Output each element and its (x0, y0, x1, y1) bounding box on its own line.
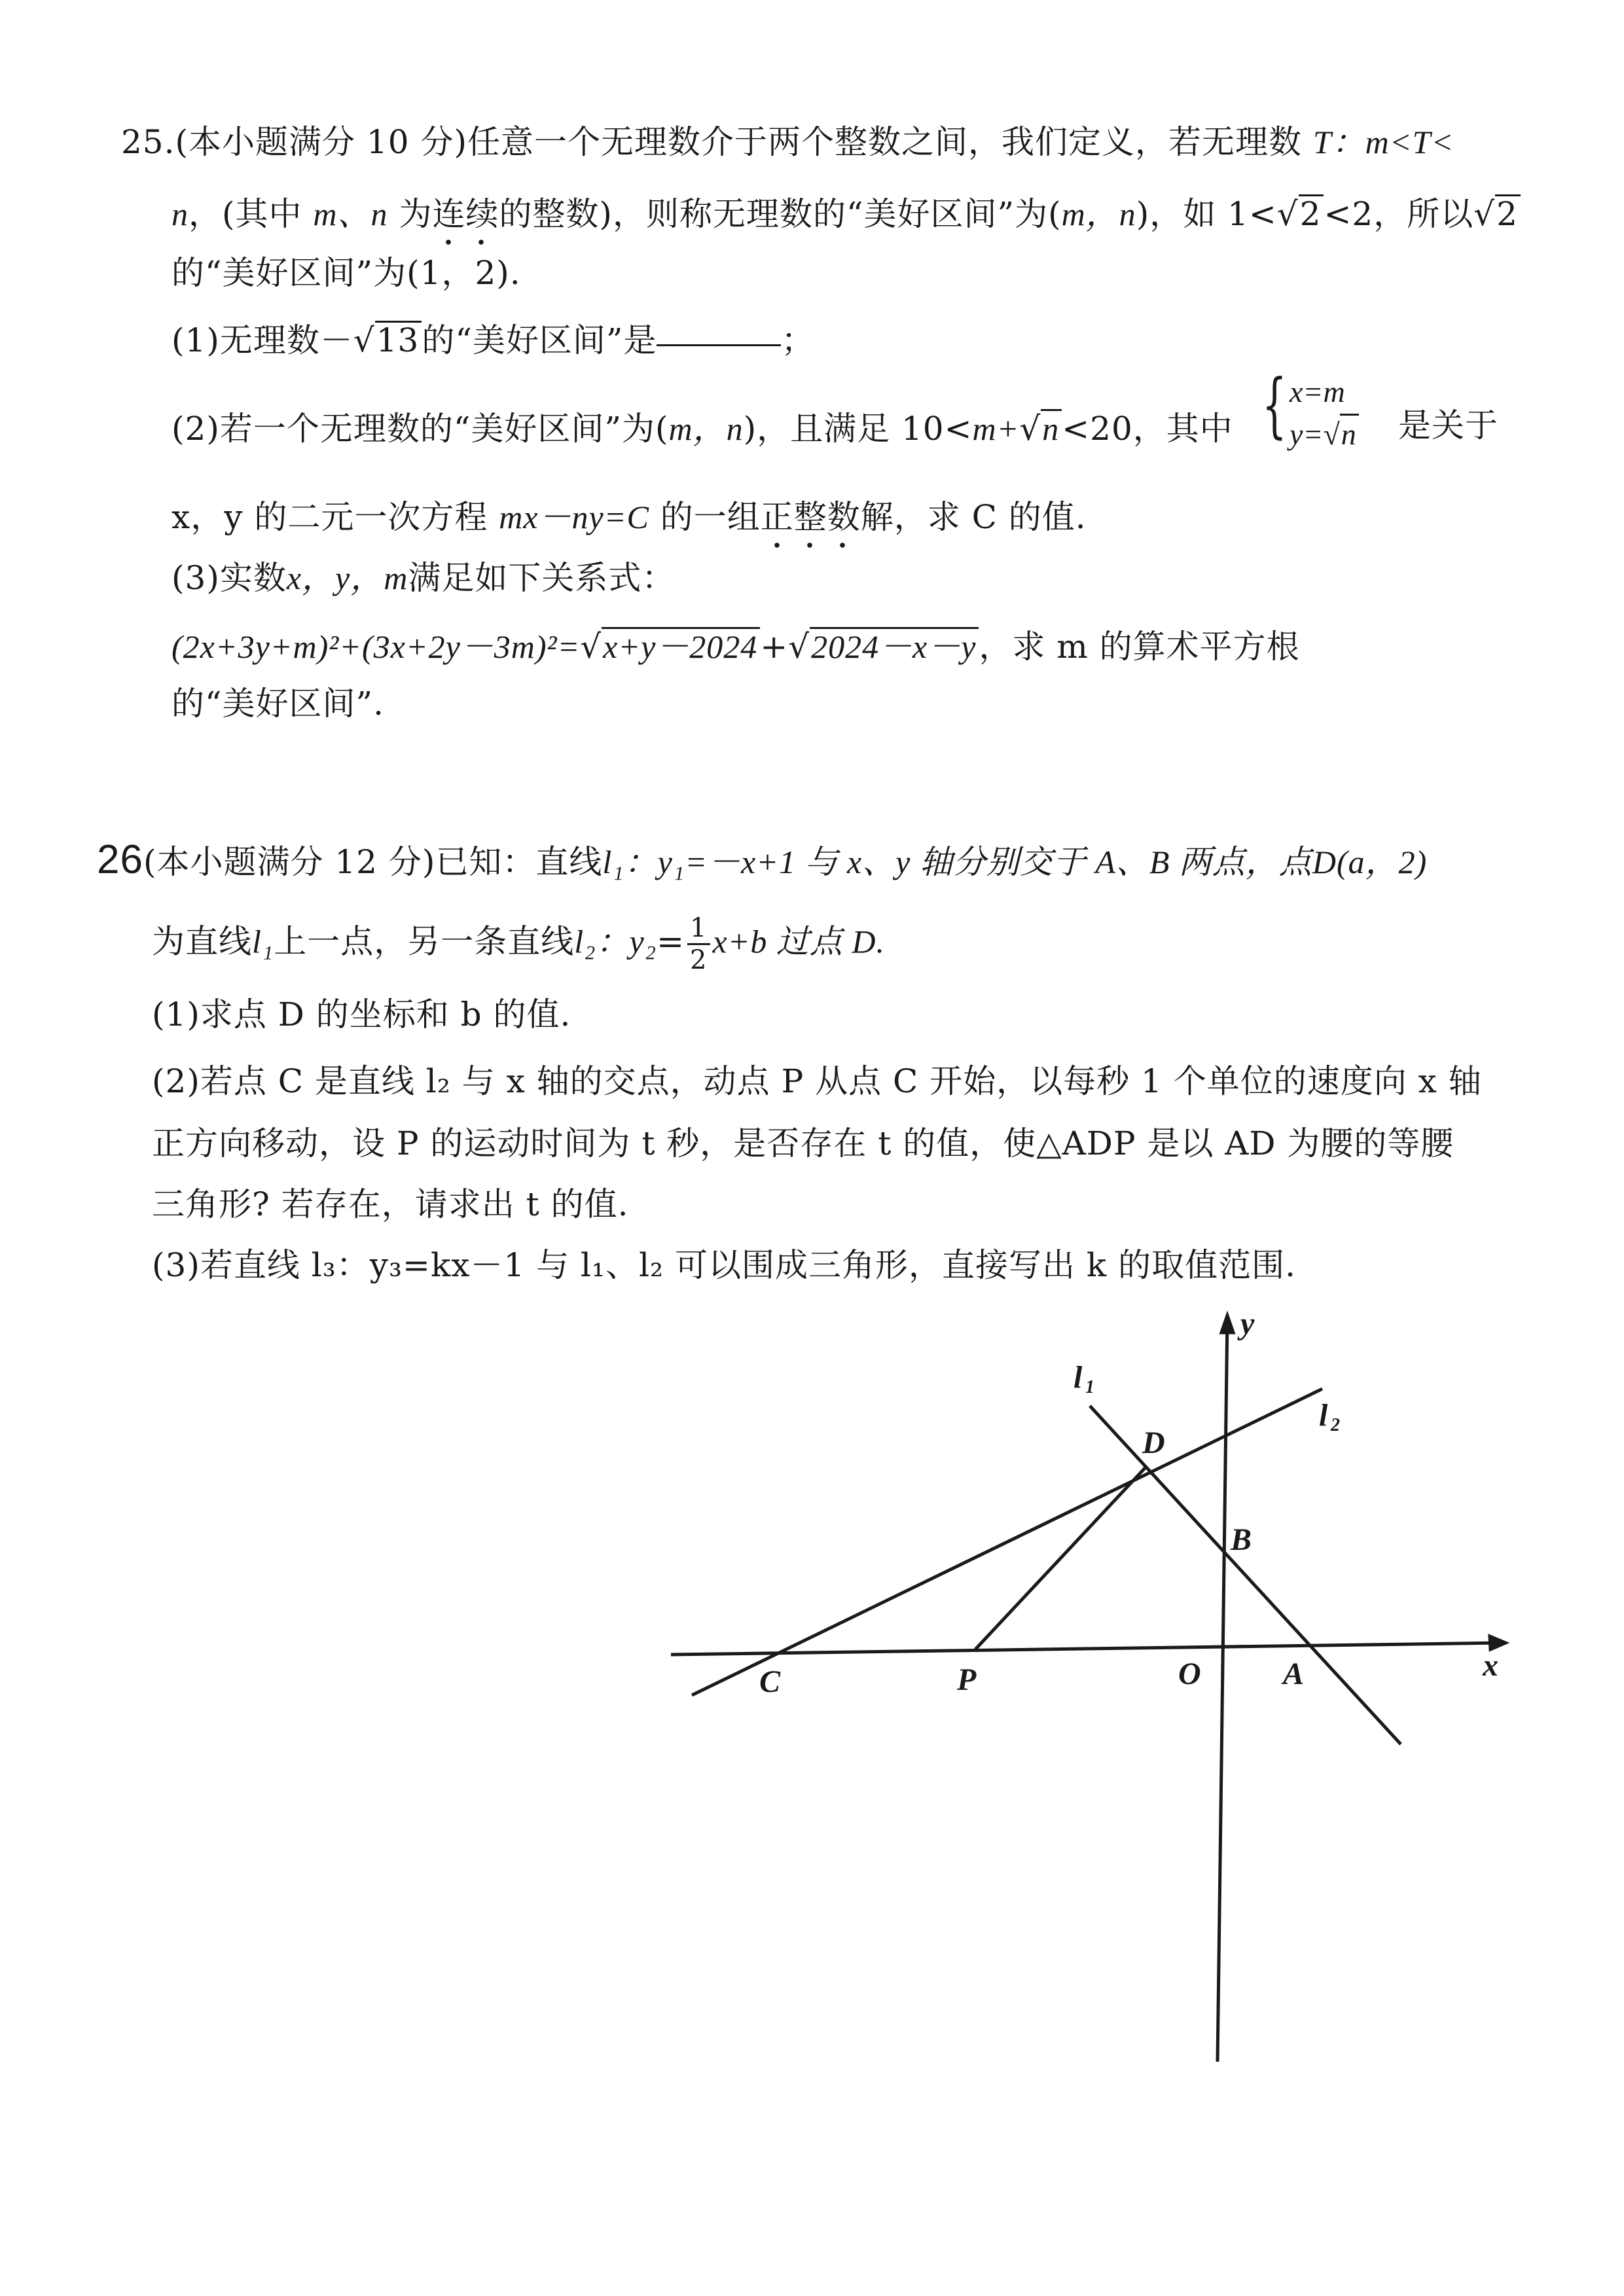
q26-l1: l₁ (252, 923, 274, 960)
system-row-2-lhs: y= (1290, 418, 1324, 451)
brace: { (1262, 365, 1287, 446)
label-l2-sub: 2 (1331, 1415, 1340, 1435)
q25-p2-text: 是关于 (1398, 406, 1498, 444)
q25-mn-pair: m，n (1061, 196, 1136, 232)
q25-mn-pair: m，n (668, 410, 744, 447)
q26-text: 为直线 (152, 922, 252, 961)
q25-p2-text: (2)若一个无理数的“美好区间”为( (171, 410, 669, 448)
q25-p3-text: 满足如下关系式： (408, 559, 676, 597)
label-y: y (1240, 1306, 1255, 1341)
q25-p3-sqrt-1: x+y－2024 (602, 627, 760, 663)
q25-p2-text: 解，求 C 的值. (860, 498, 1087, 536)
q26-text: =－x+1 与 x、y 轴分别交于 A、B 两点，点 (685, 844, 1312, 880)
q26-l1: l₁ (602, 844, 624, 880)
q25-sqrt2: 2 (1299, 194, 1324, 230)
q25-text: )，如 1< (1136, 195, 1277, 233)
q25-p3-text: ，求 m 的算术平方根 (979, 628, 1300, 666)
q25-mn: m、n (313, 196, 388, 232)
q25-m-plus: m+ (972, 410, 1020, 447)
y-axis (1218, 1316, 1227, 2062)
sqrt-symbol: √ (353, 321, 375, 359)
label-P: P (957, 1662, 977, 1697)
y-axis-arrow (1221, 1316, 1233, 1333)
q25-sqrt13: 13 (375, 321, 422, 357)
q25-p3-sqrt-2: 2024－x－y (810, 627, 979, 663)
q26-text: = (657, 922, 685, 961)
q26-text: x+b 过点 D. (712, 923, 886, 960)
x-axis-arrow (1490, 1636, 1506, 1649)
q25-equation: mx－ny=C (499, 499, 649, 535)
fraction-numerator: 1 (687, 913, 710, 945)
q26-l2: l₂ (574, 923, 596, 960)
system-row-2: y=√n (1290, 414, 1359, 452)
q26-part-2-line-1: (2)若点 C 是直线 l₂ 与 x 轴的交点，动点 P 从点 C 开始，以每秒 1 个单位的速度向 x 轴 (152, 1062, 1482, 1100)
fraction-denominator: 2 (690, 945, 708, 975)
sqrt-symbol: √ (1473, 195, 1496, 233)
q25-sqrt-n: n (1041, 409, 1062, 445)
q25-emphasis-continuous: 连续 (432, 195, 499, 233)
q25-number: 25. (121, 123, 175, 161)
q26-part-2-line-2: 正方向移动，设 P 的运动时间为 t 秒，是否存在 t 的值，使△ADP 是以 AD 为腰的等腰 (152, 1124, 1454, 1162)
label-A: A (1283, 1657, 1305, 1691)
sqrt-symbol: √ (580, 628, 602, 666)
q25-p1-text: (1)无理数－ (171, 321, 353, 359)
q25-text: 的整数)，则称无理数的“美好区间”为( (499, 195, 1062, 233)
q25-sqrt2-b: 2 (1495, 194, 1521, 230)
q25-p3-plus: + (760, 628, 789, 666)
q25-var-n: n (171, 196, 189, 232)
q26-part-1: (1)求点 D 的坐标和 b 的值. (152, 996, 571, 1033)
q25-var-T: T (1312, 124, 1332, 160)
system-row-2-sqrt: n (1340, 414, 1359, 452)
label-D: D (1142, 1426, 1165, 1460)
q25-xym: x，y，m (286, 560, 408, 596)
q26-part-2-line-3: 三角形? 若存在，请求出 t 的值. (152, 1185, 629, 1223)
label-x: x (1483, 1648, 1498, 1683)
q25-text: 的“美好区间”为(1，2). (171, 254, 521, 292)
q25-p2-text: 的一组 (660, 498, 761, 536)
label-O: O (1178, 1657, 1201, 1691)
system-row-1: x=m (1290, 375, 1345, 408)
q25-text: 为 (399, 195, 433, 233)
label-l1-sub: 1 (1085, 1377, 1094, 1397)
q26-point-D: D(a，2) (1312, 844, 1428, 880)
q25-p2-text: )，且满足 10< (743, 410, 973, 448)
label-l2: l (1319, 1398, 1328, 1433)
q26-y1: ：y₁ (624, 844, 685, 880)
q25-p3-text: (3)实数 (171, 559, 287, 597)
q26-text: 上一点，另一条直线 (274, 922, 575, 961)
sqrt-symbol: √ (788, 628, 810, 666)
sqrt-symbol: √ (1019, 410, 1041, 448)
line-l1 (1090, 1406, 1401, 1744)
q26-number: 26 (97, 837, 143, 882)
q25-text: <2，所以 (1324, 195, 1474, 233)
label-C: C (759, 1664, 781, 1699)
q25-p2-text: <20，其中 (1062, 410, 1233, 448)
q25-p1-text: 的“美好区间”是 (422, 321, 657, 359)
q25-text: ，(其中 (189, 195, 302, 233)
label-B: B (1231, 1522, 1252, 1557)
q25-emphasis-positive-integer: 正整数 (760, 498, 861, 536)
label-l1: l (1074, 1360, 1083, 1395)
q26-part-3: (3)若直线 l₃：y₃=kx－1 与 l₁、l₂ 可以围成三角形，直接写出 k 的取值范围. (152, 1246, 1296, 1284)
q25-p2-text: x，y 的二元一次方程 (171, 498, 488, 536)
q25-range-inequality: ：m<T< (1331, 124, 1454, 160)
q26-text: (本小题满分 12 分)已知：直线 (143, 843, 603, 881)
q25-header: (本小题满分 10 分)任意一个无理数介于两个整数之间，我们定义，若无理数 (175, 123, 1302, 161)
q25-p3-text: 的“美好区间”. (171, 685, 385, 723)
segment-PD (975, 1467, 1146, 1649)
q25-p1-text: ； (781, 321, 815, 359)
sqrt-symbol: √ (1276, 195, 1299, 233)
q25-p3-lhs: (2x+3y+m)²+(3x+2y－3m)²= (171, 628, 581, 665)
q26-y2: ：y₂ (596, 923, 657, 960)
